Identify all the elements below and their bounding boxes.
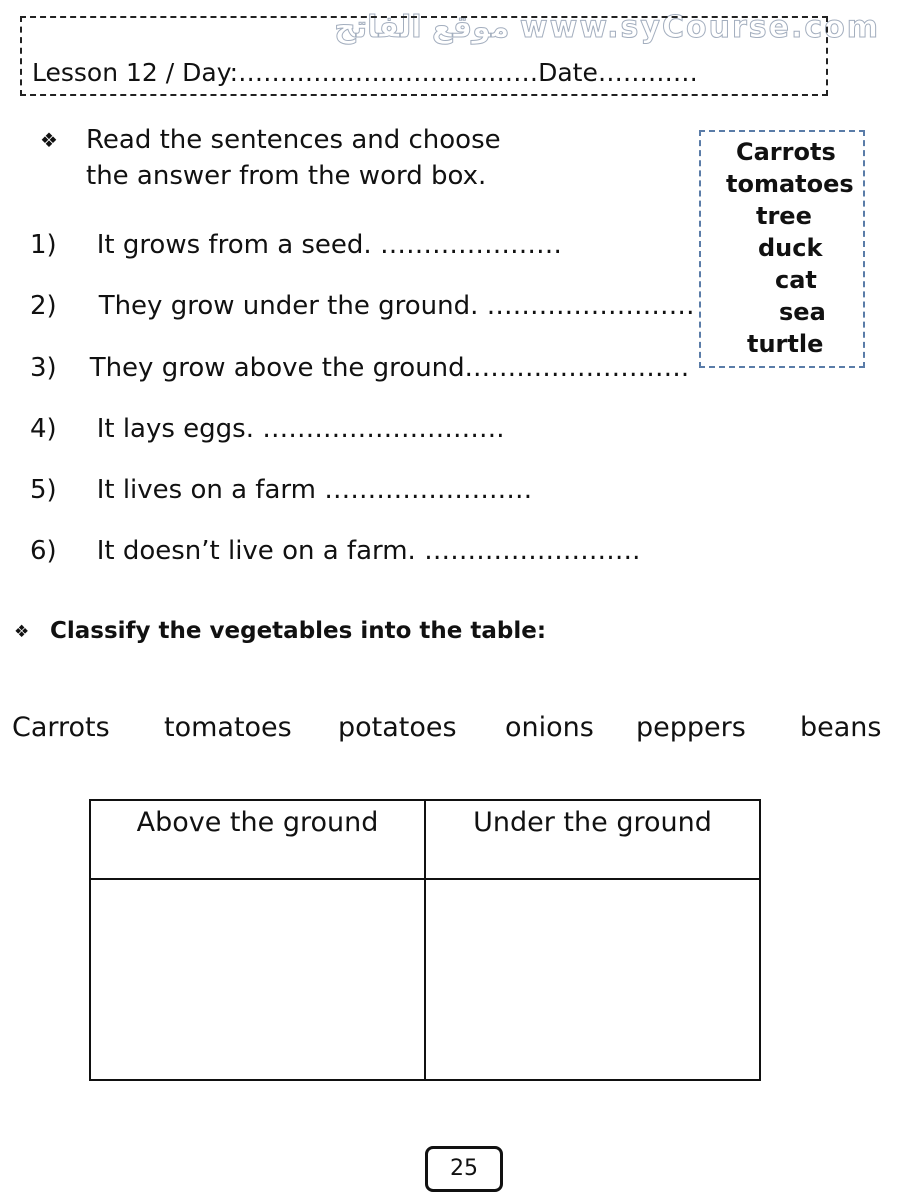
question-5 — [30, 475, 532, 505]
watermark: موقع الفاتح www.syCourse.com — [334, 10, 880, 45]
question-text: It lives on a farm …………………… — [96, 475, 533, 505]
word-box-item: tomatoes — [726, 170, 854, 198]
word-box-item: turtle — [747, 330, 824, 358]
instruction-line-1: Read the sentences and choose — [86, 125, 501, 155]
question-number: 5) — [30, 475, 57, 505]
question-text: It grows from a seed. ………………… — [96, 230, 562, 260]
word-box-item: sea — [779, 298, 826, 326]
question-4 — [30, 414, 505, 444]
vegetable-word: tomatoes — [164, 712, 292, 743]
table-cell-above-answer[interactable] — [90, 879, 425, 1080]
word-box-item: tree — [756, 202, 812, 230]
vegetable-word: peppers — [636, 712, 746, 743]
question-number: 2) — [30, 291, 57, 321]
lesson-day-date-line: Lesson 12 / Day:………………………………Date………… — [32, 58, 698, 87]
question-number: 6) — [30, 536, 57, 566]
exercise2-instruction: Classify the vegetables into the table: — [50, 618, 547, 644]
diamond-bullet-icon: ❖ — [40, 128, 58, 152]
word-box-item: duck — [758, 234, 823, 262]
question-text: It lays eggs. ………………………. — [96, 414, 505, 444]
exercise1-instruction — [86, 122, 501, 194]
vegetable-word: Carrots — [12, 712, 110, 743]
vegetable-word: onions — [505, 712, 594, 743]
vegetable-word: potatoes — [338, 712, 457, 743]
table-cell-under-answer[interactable] — [425, 879, 760, 1080]
diamond-bullet-icon: ❖ — [14, 622, 30, 642]
question-text: They grow above the ground.……………………. — [89, 353, 690, 383]
table-header-under: Under the ground — [425, 800, 760, 879]
question-3 — [30, 353, 689, 383]
word-box-item: Carrots — [736, 138, 836, 166]
question-6 — [30, 536, 640, 566]
question-text: It doesn’t live on a farm. ……………………. — [96, 536, 641, 566]
page-number: 25 — [425, 1146, 503, 1192]
question-1 — [30, 230, 562, 260]
instruction-line-2: the answer from the word box. — [86, 161, 487, 191]
word-box-item: cat — [775, 266, 817, 294]
question-text: They grow under the ground. …………………… — [98, 291, 695, 321]
vegetable-word: beans — [800, 712, 882, 743]
classification-table — [89, 799, 761, 1081]
question-number: 4) — [30, 414, 57, 444]
table-header-above: Above the ground — [90, 800, 425, 879]
question-number: 1) — [30, 230, 57, 260]
question-2 — [30, 291, 695, 321]
question-number: 3) — [30, 353, 57, 383]
